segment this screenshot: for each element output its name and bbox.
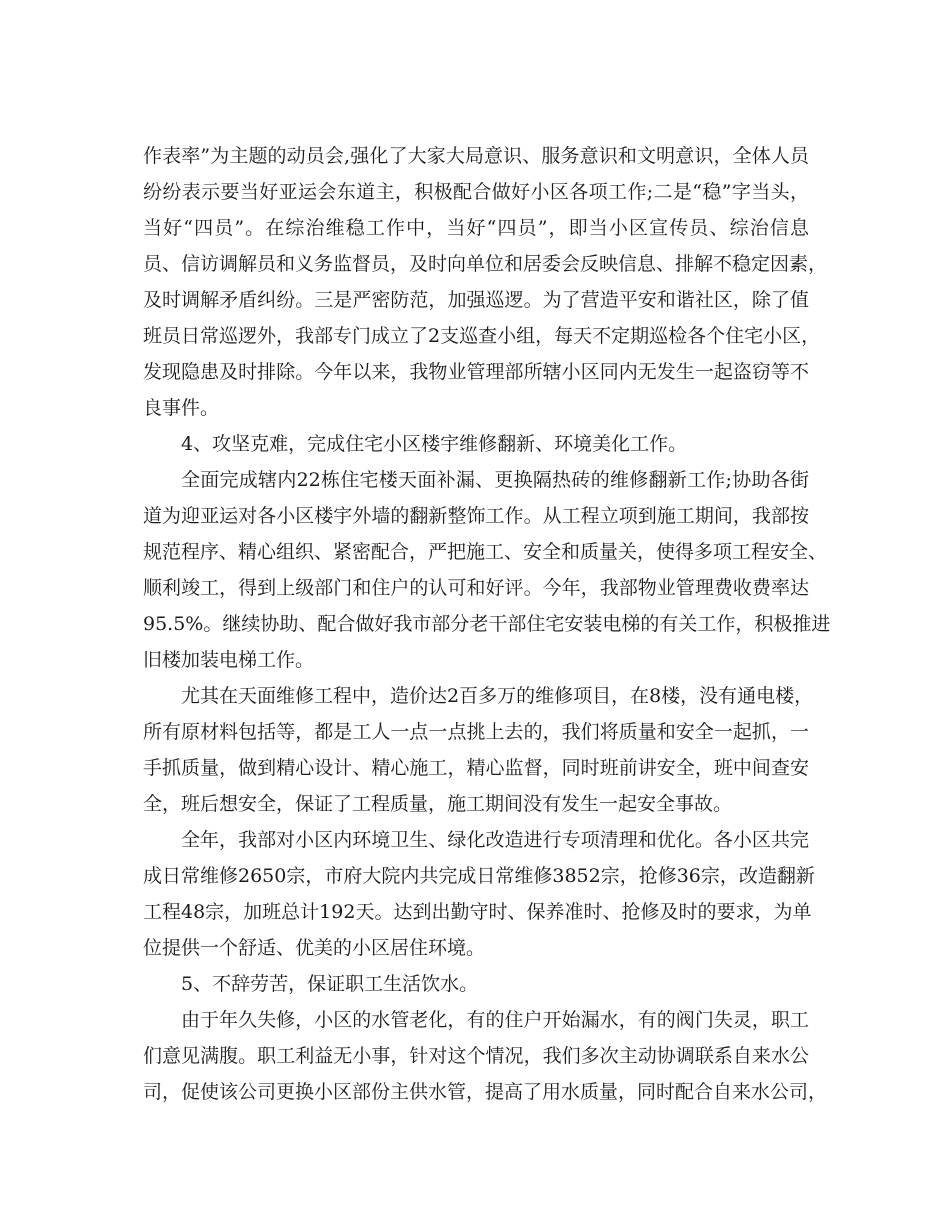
text-line: 良事件。: [143, 397, 220, 419]
text-line: 位提供一个舒适、优美的小区居住环境。: [143, 937, 486, 959]
text-line: 全年，我部对小区内环境卫生、绿化改造进行专项清理和优化。各小区共完: [181, 829, 809, 851]
text-line: 5、不辞劳苦，保证职工生活饮水。: [181, 973, 479, 995]
body-text: [143, 138, 831, 1110]
text-line: 道为迎亚运对各小区楼宇外墙的翻新整饰工作。从工程立项到施工期间，我部按: [143, 505, 809, 527]
text-line: 顺利竣工，得到上级部门和住户的认可和好评。今年，我部物业管理费收费率达: [143, 577, 809, 599]
text-line: 当好“四员”。在综治维稳工作中，当好“四员”，即当小区宣传员、综治信息: [143, 217, 809, 239]
text-line: 纷纷表示要当好亚运会东道主，积极配合做好小区各项工作;二是“稳”字当头，: [143, 181, 809, 203]
text-line: 由于年久失修，小区的水管老化，有的住户开始漏水，有的阀门失灵，职工: [181, 1009, 809, 1031]
text-line: 工程48宗，加班总计192天。达到出勤守时、保养准时、抢修及时的要求，为单: [143, 901, 812, 923]
text-line: 尤其在天面维修工程中，造价达2百多万的维修项目，在8楼，没有通电楼，: [181, 685, 814, 707]
text-line: 4、攻坚克难，完成住宅小区楼宇维修翻新、环境美化工作。: [181, 433, 688, 455]
text-line: 们意见满腹。职工利益无小事，针对这个情况，我们多次主动协调联系自来水公: [143, 1045, 809, 1067]
text-line: 作表率”为主题的动员会,强化了大家大局意识、服务意识和文明意识，全体人员: [143, 145, 809, 167]
text-line: 及时调解矛盾纠纷。三是严密防范，加强巡逻。为了营造平安和谐社区，除了值: [143, 289, 809, 311]
text-line: 95.5%。继续协助、配合做好我市部分老干部住宅安装电梯的有关工作，积极推进: [143, 613, 831, 635]
text-line: 发现隐患及时排除。今年以来，我物业管理部所辖小区同内无发生一起盗窃等不: [143, 361, 809, 383]
text-line: 规范程序、精心组织、紧密配合，严把施工、安全和质量关，使得多项工程安全、: [143, 541, 828, 563]
text-line: 旧楼加装电梯工作。: [143, 649, 315, 671]
text-line: 所有原材料包括等，都是工人一点一点挑上去的，我们将质量和安全一起抓，一: [143, 721, 809, 743]
text-line: 成日常维修2650宗，市府大院内共完成日常维修3852宗，抢修36宗，改造翻新: [143, 865, 815, 887]
text-line: 司，促使该公司更换小区部份主供水管，提高了用水质量，同时配合自来水公司，: [143, 1081, 828, 1103]
text-line: 班员日常巡逻外，我部专门成立了2支巡查小组，每天不定期巡检各个住宅小区，: [143, 325, 821, 347]
text-line: 手抓质量，做到精心设计、精心施工，精心监督，同时班前讲安全，班中间查安: [143, 757, 809, 779]
text-line: 全，班后想安全，保证了工程质量，施工期间没有发生一起安全事故。: [143, 793, 733, 815]
text-line: 员、信访调解员和义务监督员，及时向单位和居委会反映信息、排解不稳定因素，: [143, 253, 828, 275]
text-line: 全面完成辖内22栋住宅楼天面补漏、更换隔热砖的维修翻新工作;协助各街: [181, 469, 809, 491]
